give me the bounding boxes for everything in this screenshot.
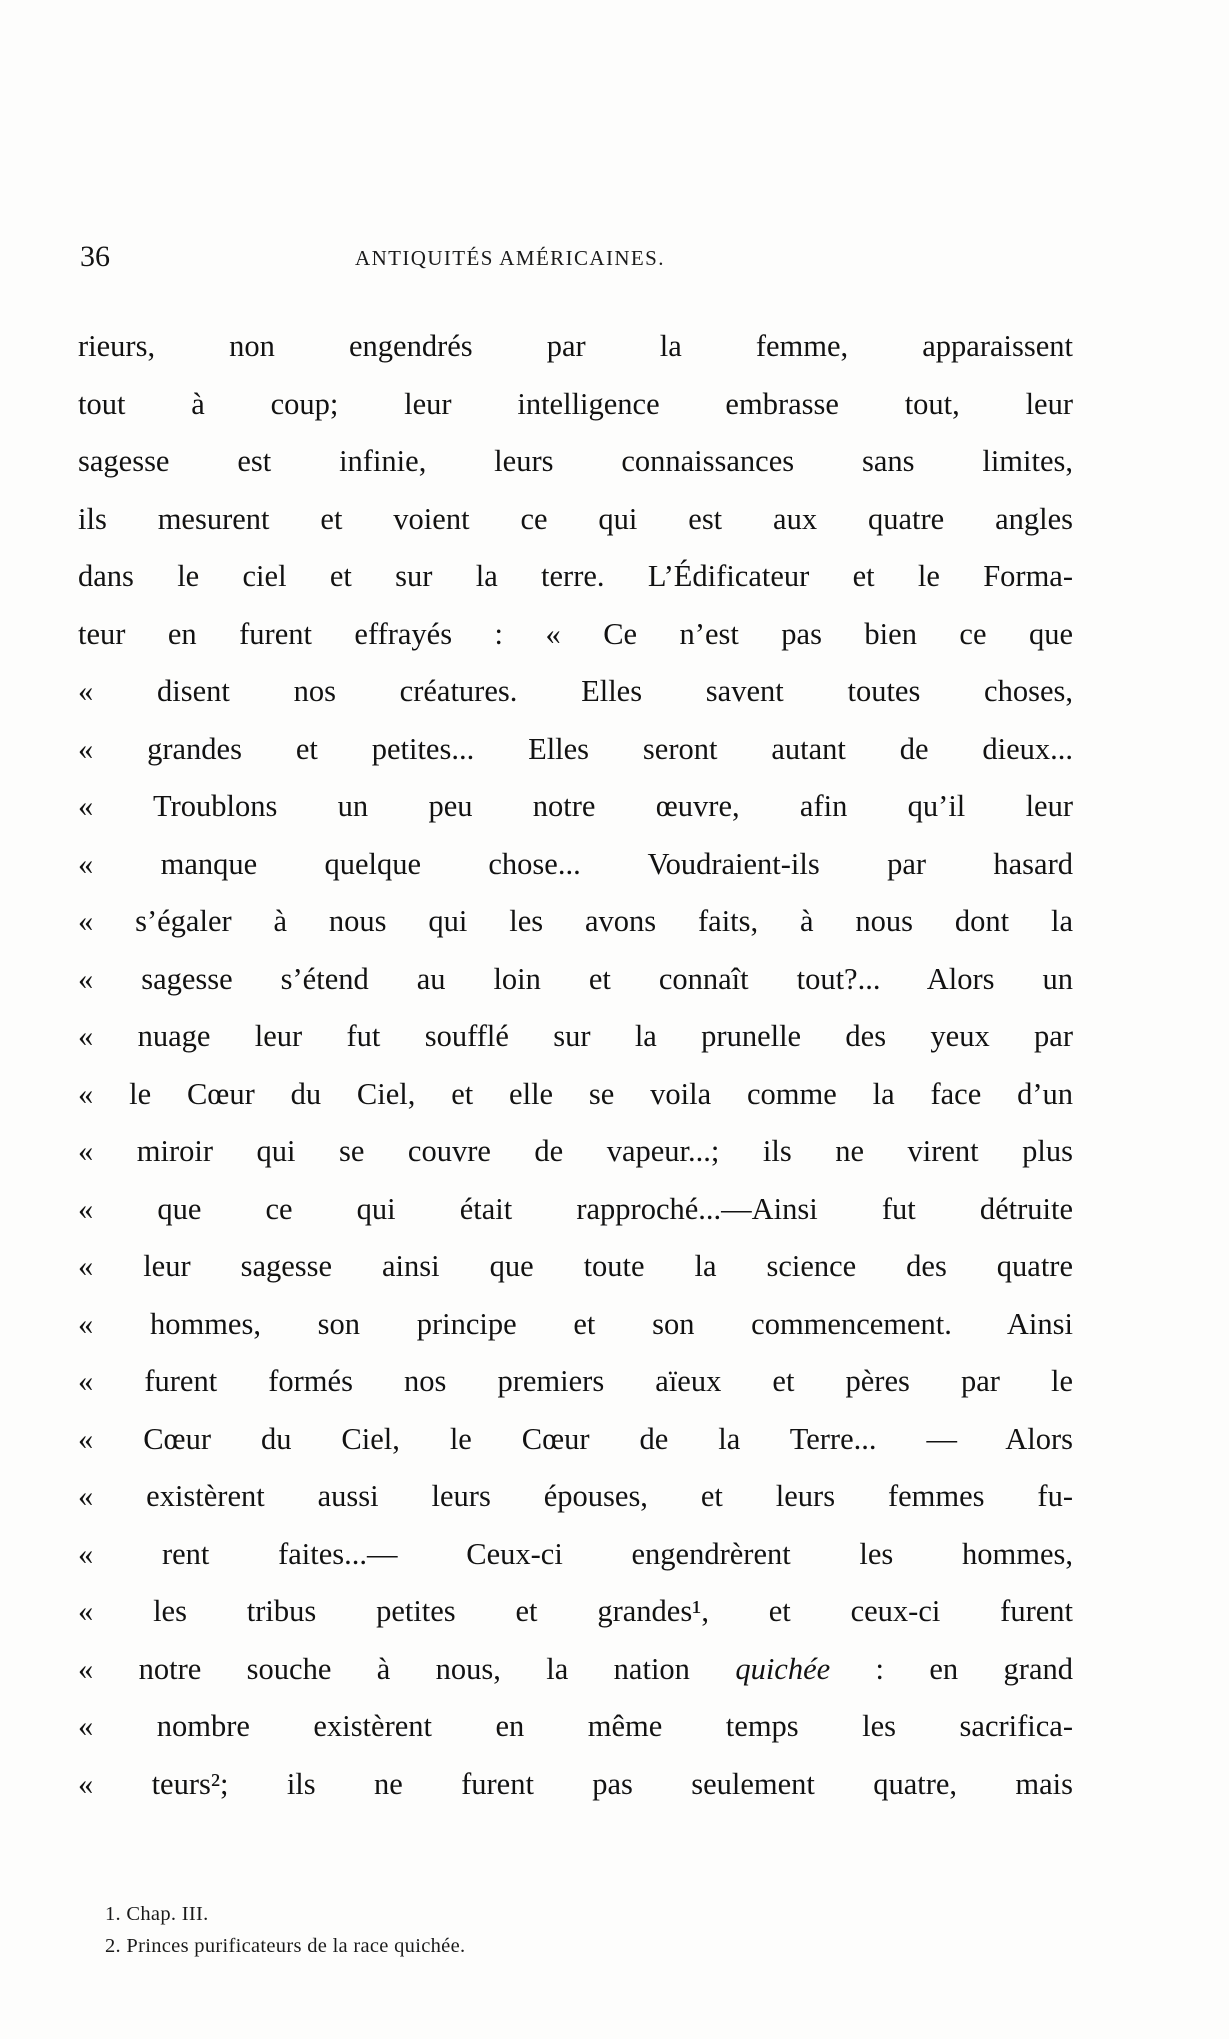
text-line: sagesse est infinie, leurs connaissances sans limites, (78, 444, 1073, 478)
italic-term: quichée (735, 1651, 831, 1686)
text-line: « leur sagesse ainsi que toute la science des quatre (78, 1249, 1073, 1283)
text-line: « que ce qui était rapproché...—Ainsi fut détruite (78, 1191, 1073, 1226)
text-line: « s’égaler à nous qui les avons faits, à nous dont la (78, 904, 1073, 938)
text-line: « existèrent aussi leurs épouses, et leurs femmes fu- (78, 1479, 1073, 1513)
text-line: « nombre existèrent en même temps les sacrifica- (78, 1709, 1073, 1743)
text-line: « nuage leur fut soufflé sur la prunelle des yeux par (78, 1019, 1073, 1053)
text-line: « Cœur du Ciel, le Cœur de la Terre... — Alors (78, 1421, 1073, 1456)
text-line: « rent faites...— Ceux-ci engendrèrent les hommes, (78, 1536, 1073, 1571)
text-line: « sagesse s’étend au loin et connaît tout?... Alors un (78, 961, 1073, 996)
text-line: « hommes, son principe et son commencement. Ainsi (78, 1306, 1073, 1341)
text-line: « disent nos créatures. Elles savent toutes choses, (78, 674, 1073, 708)
text-line: « Troublons un peu notre œuvre, afin qu’il leur (78, 789, 1073, 823)
text-line: « grandes et petites... Elles seront autant de dieux... (78, 731, 1073, 766)
running-title: ANTIQUITÉS AMÉRICAINES. (355, 246, 665, 270)
text-line: ils mesurent et voient ce qui est aux quatre angles (78, 501, 1073, 536)
text-line: « les tribus petites et grandes¹, et ceux-ci furent (78, 1594, 1073, 1628)
text-line: rieurs, non engendrés par la femme, apparaissent (78, 329, 1073, 363)
text-line: tout à coup; leur intelligence embrasse tout, leur (78, 386, 1073, 421)
text-line: « le Cœur du Ciel, et elle se voila comme la face d’un (78, 1076, 1073, 1111)
page-header (80, 240, 1150, 280)
footnote-item: 2. Princes purificateurs de la race quichée. (105, 1935, 466, 1957)
text-line: teur en furent effrayés : « Ce n’est pas bien ce que (78, 616, 1073, 651)
text-line: « teurs²; ils ne furent pas seulement quatre, mais (78, 1766, 1073, 1801)
text-line: dans le ciel et sur la terre. L’Édificateur et le Forma- (78, 559, 1073, 593)
text-line: « manque quelque chose... Voudraient-ils par hasard (78, 846, 1073, 881)
footnotes (105, 1898, 1055, 1962)
footnote-item: 1. Chap. III. (105, 1903, 209, 1925)
page-number: 36 (80, 240, 110, 273)
text-line: « furent formés nos premiers aïeux et pères par le (78, 1364, 1073, 1398)
text-line: « miroir qui se couvre de vapeur...; ils ne virent plus (78, 1134, 1073, 1168)
text-line-italic: « notre souche à nous, la nation quichée : en grand (78, 1651, 1074, 1686)
body-text (78, 318, 1073, 1813)
